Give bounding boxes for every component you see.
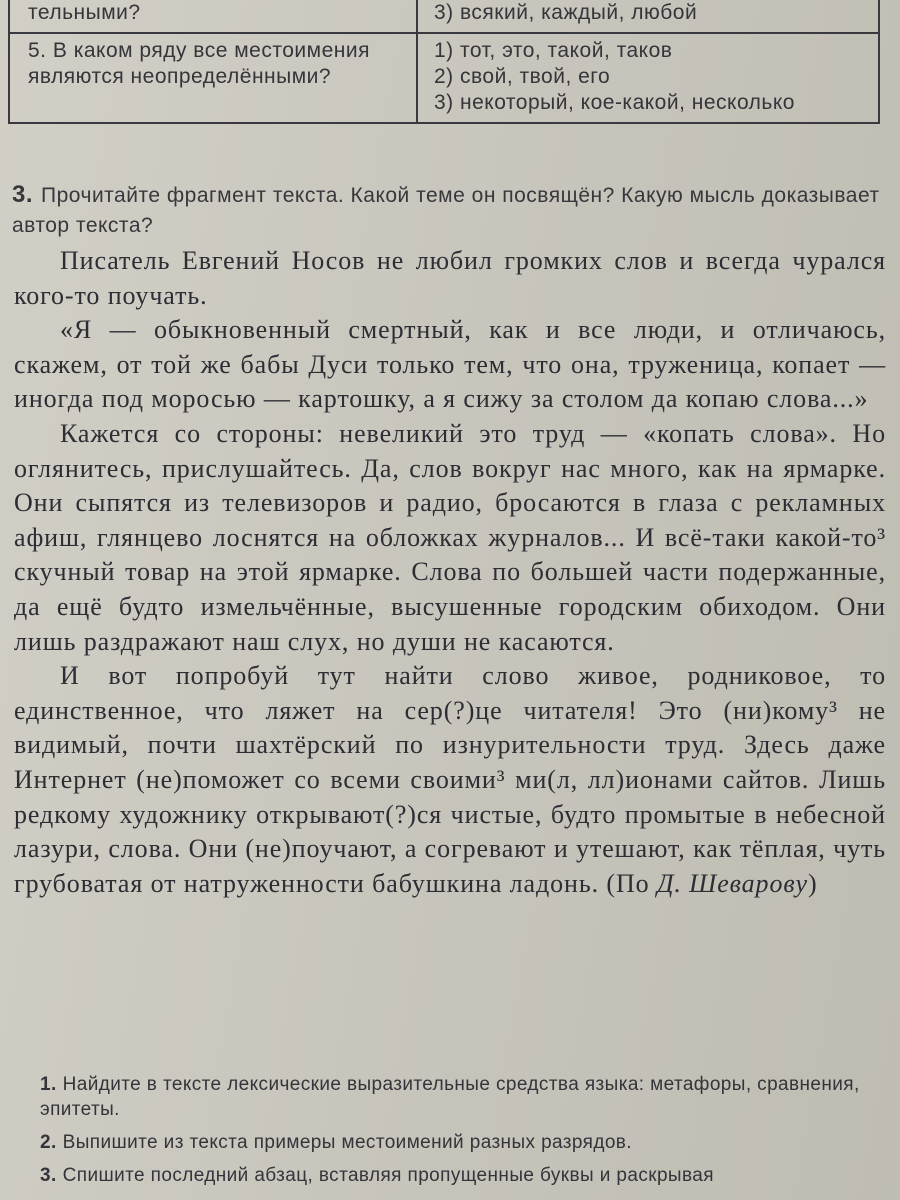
task-text: Прочитайте фрагмент текста. Какой теме он посвящён? Какую мысль доказывает автор текста? (12, 184, 880, 237)
passage-paragraph (14, 659, 886, 901)
assignment-text: Найдите в тексте лексические выразительные средства языка: метафоры, сравнения, эпитеты. (40, 1074, 860, 1120)
assignment-item (40, 1163, 896, 1188)
task-heading (12, 180, 884, 241)
table-row (9, 0, 879, 33)
table-row (9, 33, 879, 123)
answer-option: 3) некоторый, кое-какой, несколько (434, 91, 795, 114)
table-answer-cell: 3) всякий, каждый, любой (417, 0, 879, 33)
answer-option: 2) свой, твой, его (434, 65, 611, 88)
table-question-cell: 5. В каком ряду все местоимения являются неопределёнными? (9, 33, 417, 123)
passage-paragraph: Кажется со стороны: невеликий это труд — «копать слова». Но оглянитесь, прислушайтесь. Да, слов вокруг нас много, как на ярмарке. Они сыпятся из телевизоров и радио, бросаются в глаза с рекламных афиш, глянцево лоснятся на обложках журналов... И всё-таки какой-то³ скучный товар на этой ярмарке. Слова по большей части подержанные, да ещё будто измельчённые, высушенные городским обиходом. Они лишь раздражают наш слух, но души не касаются. (14, 418, 886, 656)
assignment-list (40, 1072, 896, 1196)
assignment-text: Выпишите из текста примеры местоимений разных разрядов. (62, 1132, 632, 1153)
assignment-item (40, 1130, 896, 1155)
assignment-text: Спишите последний абзац, вставляя пропущенные буквы и раскрывая (62, 1165, 714, 1186)
task-number: 3. (12, 181, 34, 208)
source-author: Д. Шеварову (656, 868, 808, 898)
source-suffix: ) (807, 868, 818, 898)
question-table (8, 0, 880, 124)
answer-option: 1) тот, это, такой, таков (434, 39, 673, 62)
reading-passage (14, 244, 886, 901)
assignment-number: 2. (40, 1132, 57, 1153)
passage-paragraph: «Я — обыкновенный смертный, как и все люди, и отличаюсь, скажем, от той же бабы Дуси только тем, что она, труженица, копает — иногда под моросью — картошку, а я сижу за столом да копаю слова...» (14, 315, 886, 414)
passage-paragraph-text: И вот попробуй тут найти слово живое, родниковое, то единственное, что ляжет на сер(?)це читателя! Это (ни)кому³ не видимый, почти шахтёрский по изнурительности труд. Здесь даже Интернет (не)поможет со всеми своими³ ми(л, лл)ионами сайтов. Лишь редкому художнику открывают(?)ся чистые, будто промытые в небесной лазури, слова. Они (не)поучают, а согревают и утешают, как тёплая, чуть грубоватая от натруженности бабушкина ладонь. (14, 661, 887, 898)
assignment-item (40, 1072, 896, 1122)
passage-paragraph: Писатель Евгений Носов не любил громких слов и всегда чурался кого-то поучать. (14, 246, 886, 310)
assignment-number: 3. (40, 1165, 57, 1186)
table-answer-cell (417, 33, 879, 123)
table-question-cell: тельными? (9, 0, 417, 33)
assignment-number: 1. (40, 1074, 57, 1095)
source-prefix: (По (606, 868, 657, 898)
